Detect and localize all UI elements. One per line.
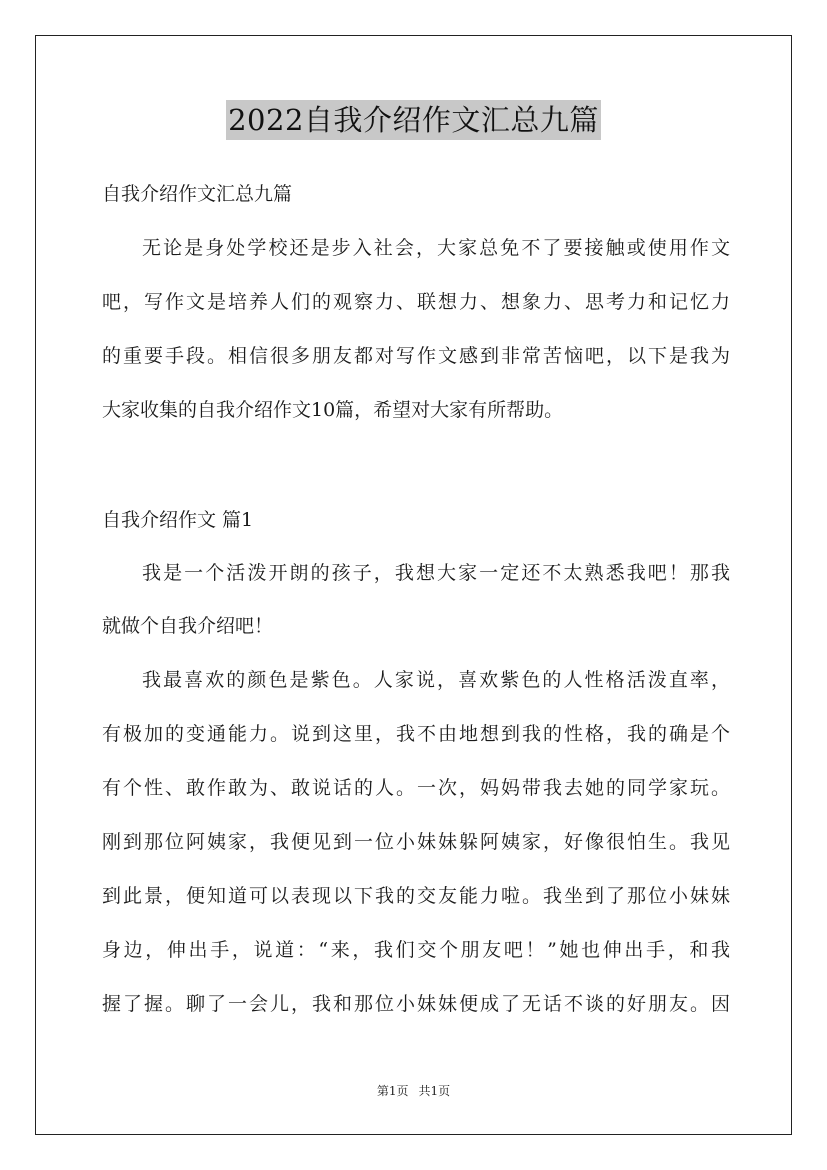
document-title: 2022自我介绍作文汇总九篇	[226, 100, 601, 140]
para2-line-6: 身边，伸出手，说道：“来，我们交个朋友吧！”她也伸出手，和我	[102, 939, 730, 961]
para2-line-3: 有个性、敢作敢为、敢说话的人。一次，妈妈带我去她的同学家玩。	[102, 777, 730, 799]
section-heading: 自我介绍作文 篇1	[102, 509, 254, 531]
para2-line-2: 有极加的变通能力。说到这里，我不由地想到我的性格，我的确是个	[102, 723, 730, 745]
intro-line-4: 大家收集的自我介绍作文10篇，希望对大家有所帮助。	[102, 399, 564, 421]
page-footer	[0, 1083, 827, 1099]
page-number: 第1页	[376, 1084, 409, 1098]
para1-line-1: 我是一个活泼开朗的孩子，我想大家一定还不太熟悉我吧！那我	[142, 562, 730, 584]
page-total: 共1页	[418, 1084, 451, 1098]
para1-line-2: 就做个自我介绍吧！	[102, 615, 274, 637]
para2-line-1: 我最喜欢的颜色是紫色。人家说，喜欢紫色的人性格活泼直率，	[142, 669, 730, 691]
title-container	[0, 100, 827, 140]
para2-line-5: 到此景，便知道可以表现以下我的交友能力啦。我坐到了那位小妹妹	[102, 885, 730, 907]
intro-line-2: 吧，写作文是培养人们的观察力、联想力、想象力、思考力和记忆力	[102, 291, 730, 313]
intro-line-1: 无论是身处学校还是步入社会，大家总免不了要接触或使用作文	[142, 237, 730, 259]
para2-line-7: 握了握。聊了一会儿，我和那位小妹妹便成了无话不谈的好朋友。因	[102, 993, 730, 1015]
document-subtitle: 自我介绍作文汇总九篇	[102, 183, 293, 205]
para2-line-4: 刚到那位阿姨家，我便见到一位小妹妹躲阿姨家，好像很怕生。我见	[102, 831, 730, 853]
intro-line-3: 的重要手段。相信很多朋友都对写作文感到非常苦恼吧，以下是我为	[102, 345, 730, 367]
